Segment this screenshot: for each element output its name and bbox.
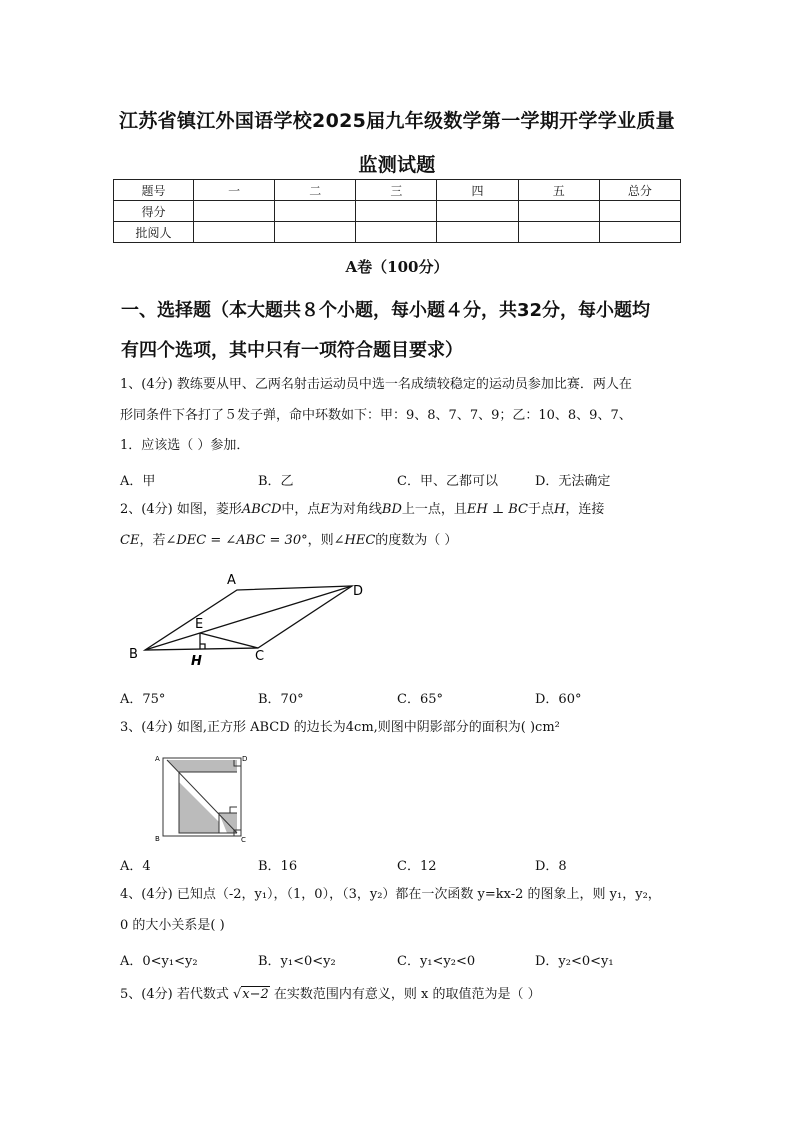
q4-line-1: 4、(4分) 已知点（-2，y₁），（1，0），（3，y₂）都在一次函数 y=kx-2 的图象上，则 y₁，y₂，: [120, 887, 661, 902]
q2-text: ，若: [139, 533, 166, 548]
table-cell: [194, 222, 275, 243]
q2-text: 的度数为（ ）: [375, 533, 458, 548]
q2-text: 上一点，且: [401, 502, 467, 517]
table-cell: 三: [356, 180, 437, 201]
table-cell: 五: [518, 180, 599, 201]
q4-option-d[interactable]: D．y₂<0<y₁: [535, 954, 614, 969]
label-h: H: [191, 654, 202, 669]
q4-option-c[interactable]: C．y₁<y₂<0: [397, 954, 476, 969]
title-line-2: 监测试题: [358, 154, 436, 176]
q2-text: ，则: [307, 533, 334, 548]
label-c: C: [241, 836, 246, 844]
score-table-header-row: [114, 180, 681, 201]
table-cell: [275, 201, 356, 222]
label-b: B: [155, 835, 160, 843]
q1-option-d[interactable]: D．无法确定: [535, 474, 611, 489]
label-d: D: [242, 755, 247, 763]
label-a: A: [227, 573, 236, 588]
table-cell: [518, 222, 599, 243]
table-cell: 一: [194, 180, 275, 201]
math-bd: BD: [381, 502, 402, 517]
q1-line-1: 1、(4分) 教练要从甲、乙两名射击运动员中选一名成绩较稳定的运动员参加比赛．两人在: [120, 377, 632, 392]
q4-line-2: 0 的大小关系是( ): [120, 918, 225, 933]
score-table: [113, 179, 681, 243]
table-cell: 批阅人: [114, 222, 194, 243]
math-hec: ∠HEC: [333, 533, 376, 548]
q2-option-c[interactable]: C．65°: [397, 692, 443, 707]
table-cell: [356, 222, 437, 243]
q2-text: 为对角线: [329, 502, 382, 517]
right-angle-mark: [230, 807, 237, 813]
right-angle-mark: [200, 644, 205, 649]
table-cell: [437, 201, 518, 222]
q2-line-2: [120, 533, 680, 549]
q1-line-3: 1．应该选（ ）参加．: [120, 438, 250, 453]
table-cell: [437, 222, 518, 243]
q5-text: 5、(4分) 若代数式: [120, 987, 229, 1002]
shaded-top-strip: [167, 760, 237, 772]
q5-text: 在实数范围内有意义，则 x 的取值范为是（ ）: [273, 987, 541, 1002]
math-ce: CE: [120, 533, 140, 548]
math-e: E: [320, 502, 330, 517]
label-c: C: [255, 649, 265, 664]
q2-text: 2、(4分) 如图，菱形: [120, 502, 242, 517]
label-b: B: [129, 647, 138, 662]
q4-option-b[interactable]: B．y₁<0<y₂: [258, 954, 336, 969]
q2-option-d[interactable]: D．60°: [535, 692, 582, 707]
math-h: H: [554, 502, 566, 517]
label-a: A: [155, 755, 160, 763]
table-cell: [275, 222, 356, 243]
sqrt-symbol: √: [232, 987, 242, 1002]
sqrt-radicand: x−2: [242, 987, 269, 1002]
diagonal-bd: [145, 586, 352, 650]
volume-title: A卷（100分）: [345, 258, 449, 276]
q3-option-b[interactable]: B．16: [258, 859, 298, 874]
label-e: E: [195, 617, 204, 632]
q1-option-c[interactable]: C．甲、乙都可以: [397, 474, 498, 489]
title-line-1: 江苏省镇江外国语学校2025届九年级数学第一学期开学学业质量: [119, 110, 675, 132]
table-cell: [599, 222, 680, 243]
q3-option-d[interactable]: D．8: [535, 859, 567, 874]
section-heading-line-1: 一、选择题（本大题共８个小题，每小题４分，共32分，每小题均: [121, 300, 651, 321]
segment-ce: [200, 633, 258, 648]
table-cell: 题号: [114, 180, 194, 201]
label-d: D: [353, 584, 364, 599]
table-cell: 得分: [114, 201, 194, 222]
q3-option-c[interactable]: C．12: [397, 859, 437, 874]
q2-text: 于点: [527, 502, 554, 517]
q2-option-a[interactable]: A．75°: [120, 692, 166, 707]
q4-option-a[interactable]: A．0<y₁<y₂: [120, 954, 198, 969]
q1-option-a[interactable]: A．甲: [120, 474, 156, 489]
section-heading-line-2: 有四个选项，其中只有一项符合题目要求）: [121, 340, 463, 361]
q5-line: [120, 986, 680, 1003]
math-perp: EH ⊥ BC: [466, 502, 528, 517]
table-cell: [356, 201, 437, 222]
q2-text: ，连接: [565, 502, 605, 517]
math-abcd: ABCD: [241, 502, 282, 517]
table-cell: [599, 201, 680, 222]
q3-option-a[interactable]: A．4: [120, 859, 151, 874]
q2-line-1: [120, 502, 680, 518]
q2-text: 中，点: [281, 502, 321, 517]
q1-line-2: 形同条件下各打了５发子弹，命中环数如下：甲：9、8、7、7、9；乙：10、8、9、7、: [120, 408, 632, 423]
table-cell: 总分: [599, 180, 680, 201]
table-cell: 四: [437, 180, 518, 201]
q3-text: 3、(4分) 如图,正方形 ABCD 的边长为4cm,则图中阴影部分的面积为( )cm²: [120, 720, 560, 735]
square-figure: [155, 752, 247, 844]
rhombus-figure: [120, 568, 380, 673]
table-cell: [518, 201, 599, 222]
table-cell: 二: [275, 180, 356, 201]
q2-option-b[interactable]: B．70°: [258, 692, 304, 707]
q1-option-b[interactable]: B．乙: [258, 474, 294, 489]
math-condition: ∠DEC = ∠ABC = 30°: [165, 533, 308, 548]
score-table-row: [114, 222, 681, 243]
table-cell: [194, 201, 275, 222]
score-table-row: [114, 201, 681, 222]
